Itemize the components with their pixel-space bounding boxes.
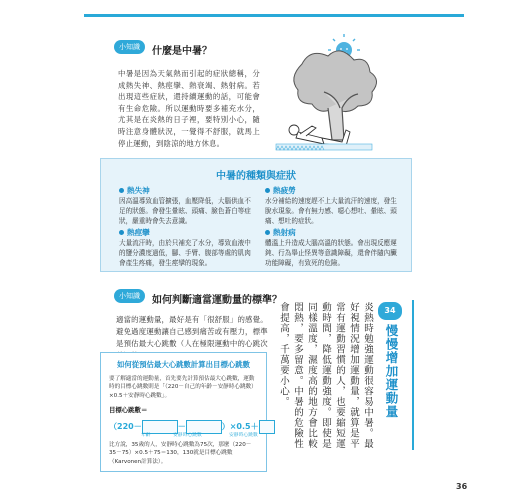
heatstroke-illustration: [262, 34, 422, 156]
types-title: 中暑的種類與症狀: [216, 171, 296, 182]
type-name: 熱射病: [265, 227, 400, 238]
formula-subtitle: 目標心跳數＝: [109, 406, 148, 414]
caption-rest-2: 安靜時心跳數: [229, 433, 258, 438]
formula-example: 比方說，35歲的人，安靜時心跳數為75次，那麼（220－35－75）×0.5＋75＝130，130就是目標心跳數（Karvonen計算法）。: [109, 442, 252, 465]
top-rule: [84, 14, 464, 17]
caption-age: 年齡: [141, 433, 151, 438]
section2-title: 如何判斷適當運動量的標準？: [152, 295, 282, 306]
section1-title: 什麼是中暑？: [152, 46, 212, 57]
formula-open: （220－: [109, 422, 142, 431]
bullet-icon: [265, 230, 270, 235]
grass-mat-icon: [276, 144, 372, 150]
type-desc: 大量流汗時，由於只補充了水分，導致血液中的鹽分濃度過低，腳、手臂、腹部等處的肌肉會產生疼痛，發生痙攣的現象。: [119, 239, 251, 267]
caption-rest: 安靜時心跳數: [173, 433, 202, 438]
type-name: 熱疲勞: [265, 185, 400, 196]
tree-icon: [294, 51, 377, 140]
page-number: 36: [456, 482, 468, 491]
tip-body: 炎熱時勉強運動很容易中暑。最好視情況增加運動量，就算是平常有運動習慣的人，也要縮短運動時間，降低運動強度。即使是同樣溫度，濕度高的地方會比較悶熱，要多留意。中暑的危險性會提高，千萬要小心。: [278, 302, 373, 449]
type-name: 熱痙攣: [119, 227, 254, 238]
tip-number-badge: 34: [378, 302, 402, 320]
type-desc: 體溫上升造成大腦高溫的狀態。會出現反應遲鈍、行為舉止怪異等意識障礙，還會伴隨內臟功能障礙，有致死的危險。: [265, 239, 397, 267]
section2-badge: 小知識: [114, 289, 145, 303]
section1-badge: 小知識: [114, 40, 145, 54]
heatstroke-types-box: [100, 158, 412, 272]
vertical-rule: [412, 300, 414, 450]
tip-title: 慢慢增加運動量: [384, 324, 399, 419]
section2-body: 適當的運動量，最好是有「很舒服」的感覺。避免過度運動讓自己感到痛苦或有壓力，標準是預估最大心跳數（人在極限運動中的心跳次: [116, 315, 268, 348]
formula-title: 如何從預估最大心跳數計算出目標心跳數: [116, 360, 251, 369]
type-name: 熱失神: [119, 185, 254, 196]
bullet-icon: [119, 230, 124, 235]
formula-box: [100, 352, 267, 472]
rest-hr-box-2: [259, 420, 275, 434]
formula-close: ）×0.5＋: [221, 422, 259, 431]
type-item: [119, 227, 254, 268]
type-desc: 因高溫導致血管擴張，血壓降低，大腦供血不足的狀態。會發生暈眩、頭痛、臉色蒼白等症狀，嚴重時會失去意識。: [119, 197, 251, 225]
type-item: [119, 185, 254, 226]
formula-minus: －: [177, 422, 186, 431]
type-item: [265, 185, 400, 226]
type-item: [265, 227, 400, 268]
section1-body: 中暑是因為天氣熱而引起的症狀總稱，分成熱失神、熱痙攣、熱衰竭、熱射病。若出現這些症狀，還持續運動的話，可能會有生命危險。所以運動時要多補充水分，尤其是在炎熱的日子裡，要特別小心，隨時注意身體狀況，一覺得不舒服，就馬上停止運動，到陰涼的地方休息。: [118, 69, 260, 148]
type-desc: 水分補給的速度趕不上大量流汗的速度，發生脫水現象。會有無力感、噁心想吐、暈眩、頭痛、想吐的症狀。: [265, 197, 397, 225]
bullet-icon: [119, 188, 124, 193]
bullet-icon: [265, 188, 270, 193]
formula-intro: 要了解適當的運動量，首先要先計算預估最大心跳數，運動時的目標心跳數則是「（220－自己的年齡－安靜時心跳數）×0.5＋安靜時心跳數」。: [109, 376, 257, 399]
